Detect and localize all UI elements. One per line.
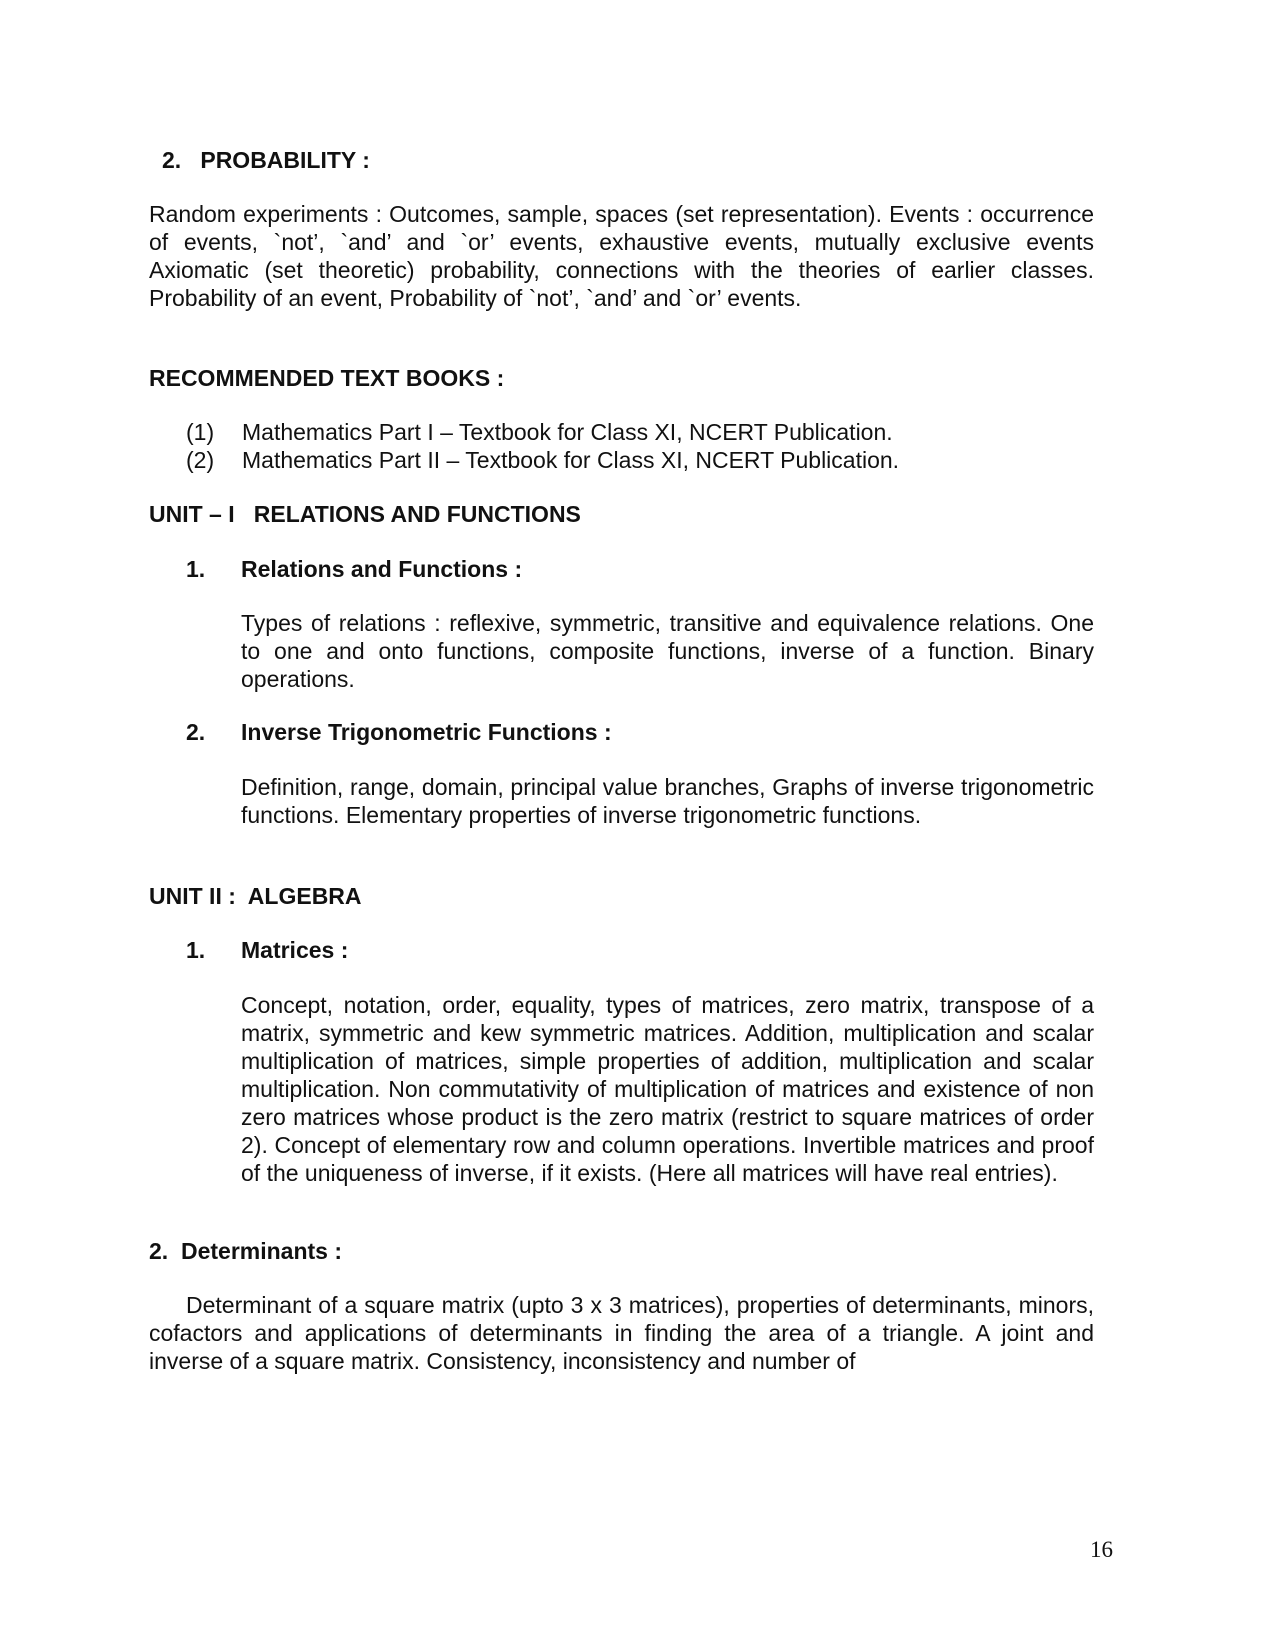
unit1-section2-title: Inverse Trigonometric Functions : [241,719,612,745]
list-item [186,418,1086,446]
list-item [186,446,1086,474]
unit1-section2-body: Definition, range, domain, principal value branches, Graphs of inverse trigonometric functions. Elementary properties of inverse trigonometric functions. [241,774,1094,828]
list-item-text: Mathematics Part II – Textbook for Class XI, NCERT Publication. [242,447,900,473]
unit1-heading: UNIT – I RELATIONS AND FUNCTIONS [149,501,581,527]
unit2-section1-body: Concept, notation, order, equality, types of matrices, zero matrix, transpose of a matrix, symmetric and kew symmetric matrices. Addition, multiplication and scalar multiplication of matrices, simple properties of addition, multiplication and scalar multiplication. Non commutativity of multiplication of matrices and existence of non zero matrices whose product is the zero matrix (restrict to square matrices of order 2). Concept of elementary row and column operations. Invertible matrices and proof of the uniqueness of inverse, if it exists. (Here all matrices will have real entries). [241,992,1094,1186]
page-number: 16 [1090,1537,1113,1562]
unit2-section1-title: Matrices : [241,937,349,963]
probability-heading: 2. PROBABILITY : [162,147,370,173]
unit2-heading: UNIT II : ALGEBRA [149,883,362,909]
list-item-text: Mathematics Part I – Textbook for Class XI, NCERT Publication. [242,419,893,445]
textbooks-heading: RECOMMENDED TEXT BOOKS : [149,365,505,391]
list-item-number: (1) [186,419,215,445]
unit1-section1-body: Types of relations : reflexive, symmetric, transitive and equivalence relations. One to one and onto functions, composite functions, inverse of a function. Binary operations. [241,610,1094,692]
unit1-section1-number: 1. [186,556,206,582]
unit1-section1-title: Relations and Functions : [241,556,523,582]
textbooks-list [186,418,1086,474]
unit1-section2-number: 2. [186,719,206,745]
probability-body: Random experiments : Outcomes, sample, spaces (set representation). Events : occurrence of events, `not’, `and’ and `or’ events, exhaustive events, mutually exclusive events Axiomatic (set theoretic) probability, connections with the theories of earlier classes. Probability of an event, Probability of `not’, `and’ and `or’ events. [149,201,1094,311]
unit2-section1-number: 1. [186,937,206,963]
list-item-number: (2) [186,447,215,473]
determinants-heading: 2. Determinants : [149,1238,342,1264]
determinants-body: Determinant of a square matrix (upto 3 x 3 matrices), properties of determinants, minors, cofactors and applications of determinants in finding the area of a triangle. A joint and inverse of a square matrix. Consistency, inconsistency and number of [149,1292,1094,1374]
